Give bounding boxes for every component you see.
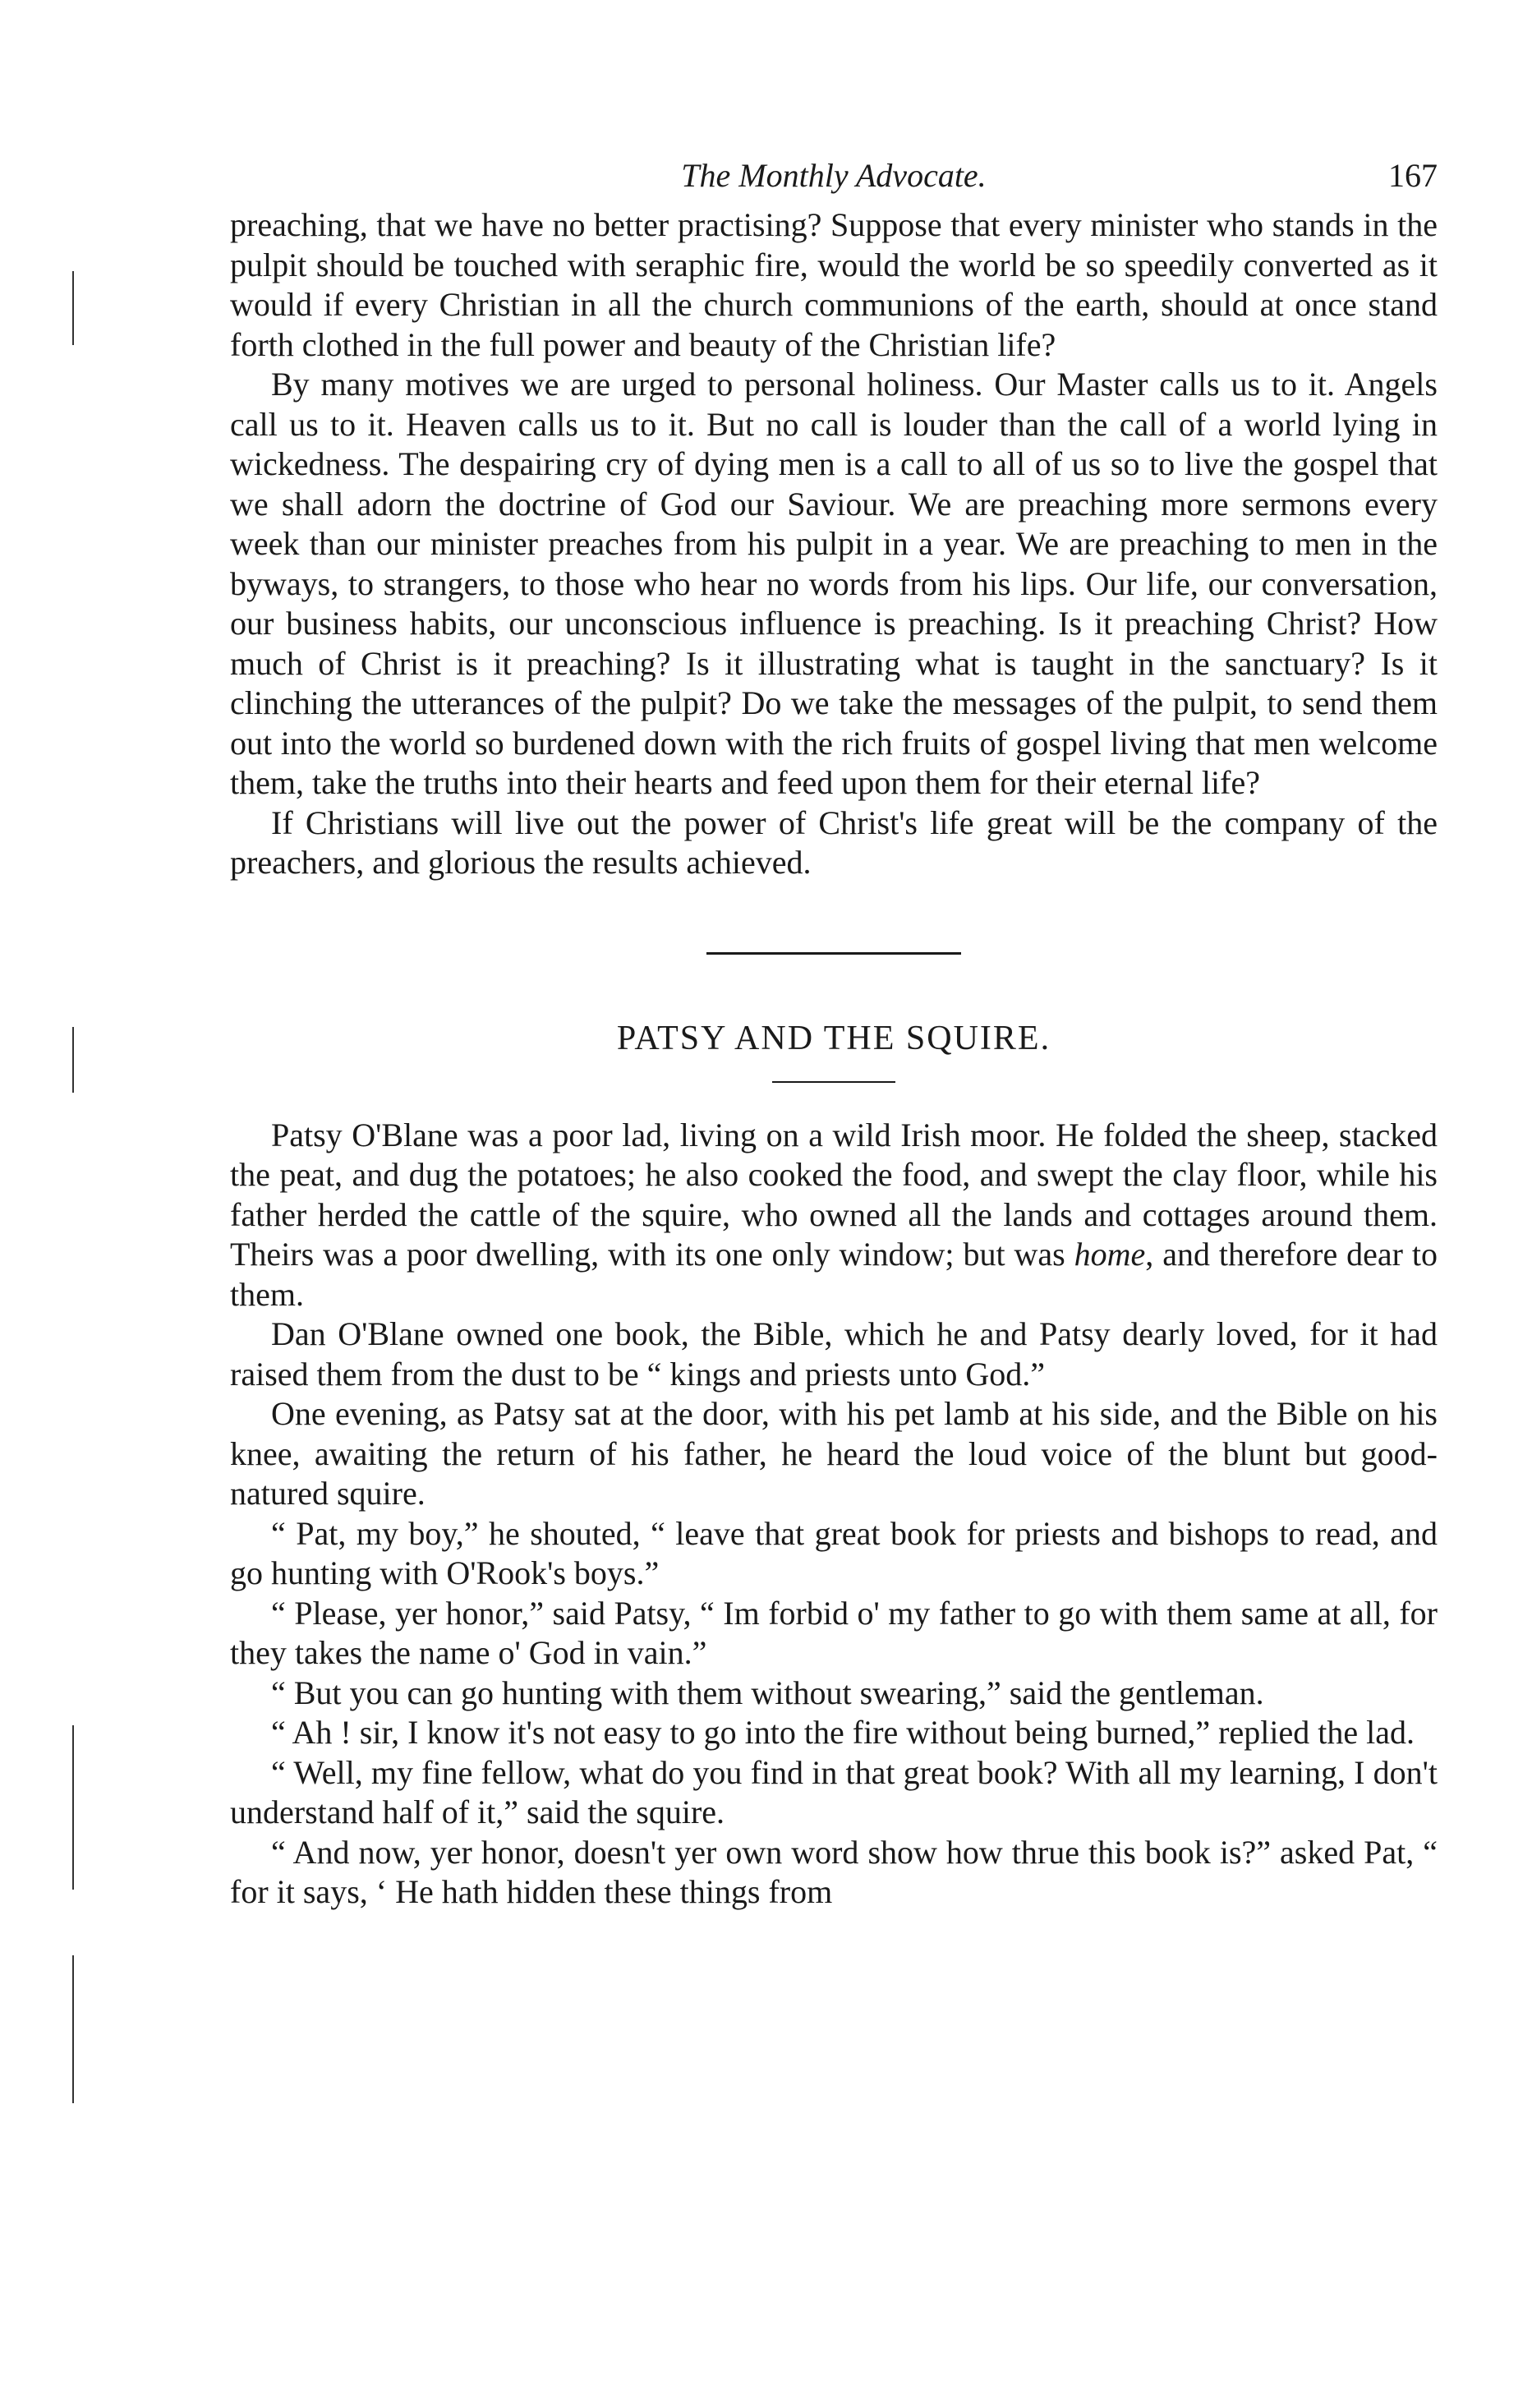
paragraph: “ Well, my fine fellow, what do you find in that great book? With all my learning, I don't understand half of it,” said the squire. <box>230 1753 1438 1830</box>
paragraph: “ Ah ! sir, I know it's not easy to go into the fire without being burned,” replied the lad. <box>271 1714 1415 1751</box>
section-article-continued <box>230 205 1438 883</box>
heading-underline-rule <box>772 1081 895 1083</box>
journal-title: The Monthly Advocate. <box>681 157 987 194</box>
paragraph: “ And now, yer honor, doesn't yer own word show how thrue this book is?” asked Pat, “ for it says, ‘ He hath hidden these things from <box>230 1833 1438 1910</box>
paragraph-text: Patsy O'Blane was a poor lad, living on a wild Irish moor. He folded the sheep, stacked the peat, and dug the potatoes; he also cooked the food, and swept the clay floor, while his father herded the cattle of the squire, who owned all the lands and cottages around them. Theirs was a poor dwelling, with its one only window; but was <box>230 1116 1438 1273</box>
margin-mark-2 <box>72 1027 74 1093</box>
margin-mark-4 <box>72 1955 74 2103</box>
paragraph-text-end: , and therefore dear to them. <box>230 1236 1438 1313</box>
page-number: 167 <box>1388 157 1438 194</box>
running-head <box>230 156 1438 205</box>
paragraph: By many motives we are urged to personal holiness. Our Master calls us to it. Angels call us to it. Heaven calls us to it. But no call is louder than the call of a world lying in wickedness. The despairing cry of dying men is a call to all of us so to live the gospel that we shall adorn the doctrine of God our Saviour. We are preaching more sermons every week than our minister preaches from his pulpit in a year. We are preaching to men in the byways, to strangers, to those who hear no words from his lips. Our life, our conversation, our business habits, our unconscious influence is preaching. Is it preaching Christ? How much of Christ is it preaching? Is it illustrating what is taught in the sanctuary? Is it clinching the utterances of the pulpit? Do we take the messages of the pulpit, to send them out into the world so burdened down with the rich fruits of gospel living that men welcome them, take the truths into their hearts and feed upon them for their eternal life? <box>230 366 1438 801</box>
paragraph: “ Please, yer honor,” said Patsy, “ Im forbid o' my father to go with them same at all, for they takes the name o' God in vain.” <box>230 1594 1438 1671</box>
paragraph: If Christians will live out the power of Christ's life great will be the company of the preachers, and glorious the results achieved. <box>230 803 1438 881</box>
paragraph: Dan O'Blane owned one book, the Bible, which he and Patsy dearly loved, for it had raised them from the dust to be “ kings and priests unto God.” <box>230 1315 1438 1393</box>
paragraph: One evening, as Patsy sat at the door, with his pet lamb at his side, and the Bible on his knee, awaiting the return of his father, he heard the loud voice of the blunt but good-natured squire. <box>230 1395 1438 1512</box>
section-patsy-and-the-squire <box>230 1116 1438 1913</box>
section-heading: PATSY AND THE SQUIRE. <box>616 1019 1051 1057</box>
paragraph: “ But you can go hunting with them without swearing,” said the gentleman. <box>271 1674 1264 1711</box>
paragraph: preaching, that we have no better practising? Suppose that every minister who stands in the pulpit should be touched with seraphic fire, would the world be so speedily converted as it would if every Christian in all the church communions of the earth, should at once stand forth clothed in the full power and beauty of the Christian life? <box>230 206 1438 363</box>
page <box>230 156 1438 1913</box>
paragraph: “ Pat, my boy,” he shouted, “ leave that great book for priests and bishops to read, and go hunting with O'Rook's boys.” <box>230 1514 1438 1591</box>
margin-mark-1 <box>72 271 74 345</box>
section-divider-rule <box>706 952 961 955</box>
emphasis-home: home <box>1074 1236 1146 1273</box>
paragraph <box>230 1116 1438 1315</box>
margin-mark-3 <box>72 1725 74 1890</box>
